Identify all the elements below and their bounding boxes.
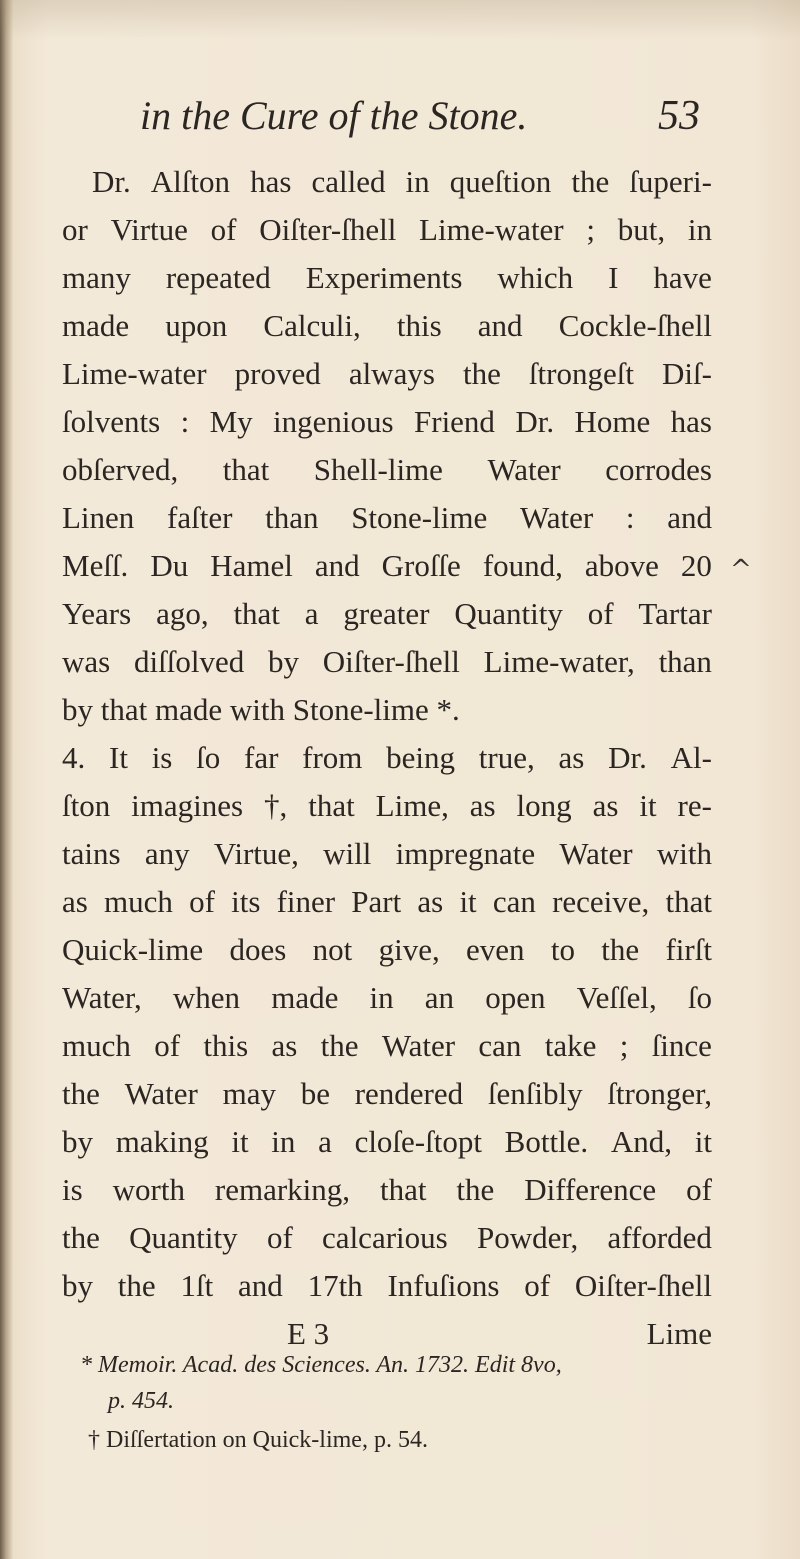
text-line-content: is worth remarking, that the Difference of (62, 1172, 712, 1207)
text-line (62, 1262, 712, 1310)
text-line-content: Meſſ. Du Hamel and Groſſe found, above 20 (62, 548, 712, 583)
text-line (62, 782, 712, 830)
text-line-content: as much of its finer Part as it can receive, that (62, 884, 712, 919)
page-header (140, 92, 700, 148)
text-line (62, 398, 712, 446)
margin-caret-mark: ^ (730, 555, 752, 585)
text-line-content: the Quantity of calcarious Powder, afforded (62, 1220, 712, 1255)
text-line-content: Years ago, that a greater Quantity of Tartar (62, 596, 712, 631)
text-line (62, 590, 712, 638)
text-line (62, 926, 712, 974)
text-line-content: by the 1ſt and 17th Infuſions of Oiſter-ſhell (62, 1268, 712, 1303)
text-line (62, 446, 712, 494)
signature-line (62, 1310, 712, 1358)
footnote-1-continuation: p. 454. (108, 1388, 174, 1414)
text-line (62, 542, 712, 590)
text-line-content: made upon Calculi, this and Cockle-ſhell (62, 308, 712, 343)
text-line (62, 350, 712, 398)
text-line (62, 1118, 712, 1166)
text-line-content: ſolvents : My ingenious Friend Dr. Home has (62, 404, 712, 439)
text-line (62, 1070, 712, 1118)
text-line (62, 1214, 712, 1262)
running-head: in the Cure of the Stone. (140, 93, 528, 138)
page-top-shade (0, 0, 800, 40)
text-line (62, 1166, 712, 1214)
text-line-content: Dr. Alſton has called in queſtion the ſuperi- (92, 164, 712, 199)
text-line (62, 206, 712, 254)
text-line-content: was diſſolved by Oiſter-ſhell Lime-water, than (62, 644, 712, 679)
text-line-content: Linen faſter than Stone-lime Water : and (62, 500, 712, 535)
text-line-content: tains any Virtue, will impregnate Water with (62, 836, 712, 871)
text-line (62, 158, 712, 206)
text-line-content: many repeated Experiments which I have (62, 260, 712, 295)
footnote-1-text: * Memoir. Acad. des Sciences. An. 1732. Edit 8vo, (80, 1352, 562, 1378)
text-line-content: ſton imagines †, that Lime, as long as it re- (62, 788, 712, 823)
text-line-content: by that made with Stone-lime *. (62, 692, 460, 727)
text-line (62, 638, 712, 686)
text-line (62, 734, 712, 782)
text-line (62, 830, 712, 878)
text-line (62, 494, 712, 542)
text-line-content: by making it in a cloſe-ſtopt Bottle. And, it (62, 1124, 712, 1159)
text-line-content: much of this as the Water can take ; ſince (62, 1028, 712, 1063)
text-line (62, 686, 712, 734)
signature-mark: E 3 (287, 1316, 330, 1351)
text-line (62, 878, 712, 926)
page-number: 53 (658, 93, 700, 139)
body-text (62, 158, 712, 1358)
text-line-content: obſerved, that Shell-lime Water corrodes (62, 452, 712, 487)
footnote-1 (80, 1352, 710, 1379)
text-line-content: Lime-water proved always the ſtrongeſt Diſ- (62, 356, 712, 391)
text-line (62, 302, 712, 350)
text-line-content: the Water may be rendered ſenſibly ſtronger, (62, 1076, 712, 1111)
text-line-content: 4. It is ſo far from being true, as Dr. Al- (62, 740, 712, 775)
footnote-2: † Diſſertation on Quick-lime, p. 54. (88, 1427, 428, 1453)
text-line (62, 974, 712, 1022)
text-line-content: or Virtue of Oiſter-ſhell Lime-water ; but, in (62, 212, 712, 247)
text-line-content: Water, when made in an open Veſſel, ſo (62, 980, 712, 1015)
page-gutter-shadow (0, 0, 14, 1559)
text-line (62, 1022, 712, 1070)
text-line (62, 254, 712, 302)
text-line-content: Quick-lime does not give, even to the firſt (62, 932, 712, 967)
catchword: Lime (646, 1316, 712, 1351)
